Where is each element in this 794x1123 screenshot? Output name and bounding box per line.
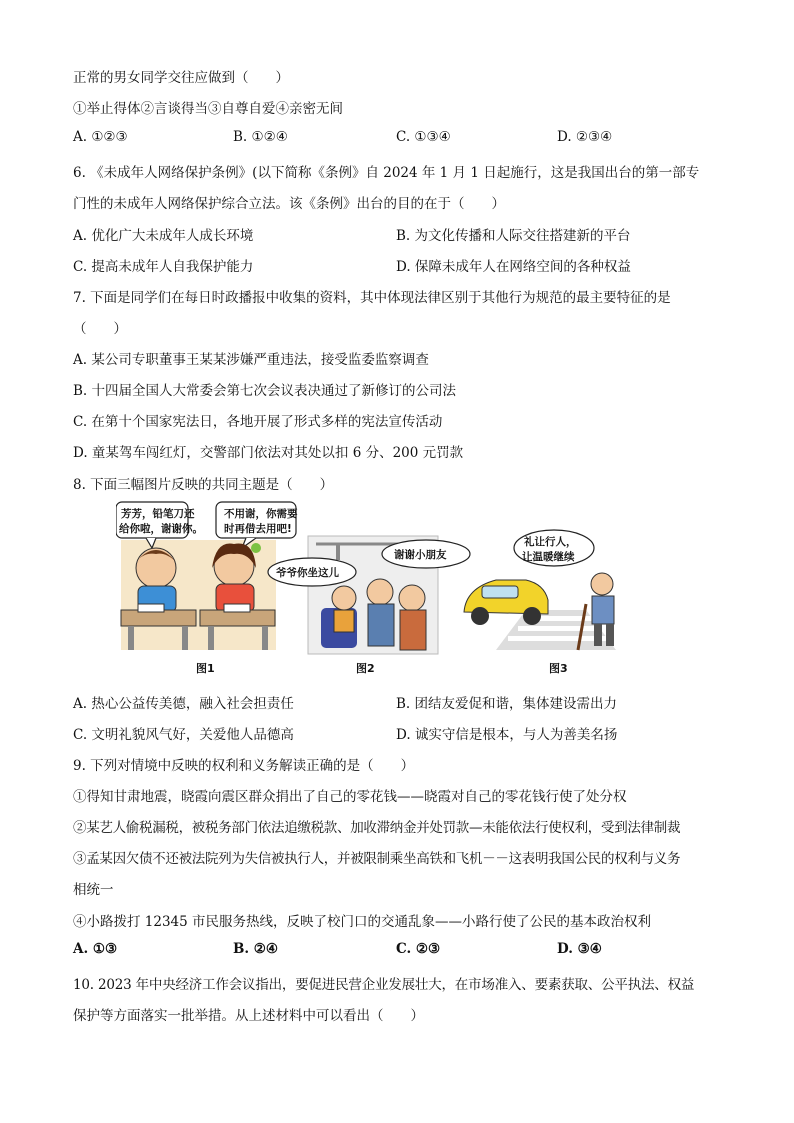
- q6-option-d: D. 保障未成年人在网络空间的各种权益: [396, 259, 631, 275]
- panel-3: [464, 530, 616, 650]
- q9-item-3-line2: 相统一: [73, 882, 114, 898]
- q6-stem-line1: 6. 《未成年人网络保护条例》(以下简称《条例》自 2024 年 1 月 1 日起施行，这是我国出台的第一部专: [73, 165, 700, 181]
- q9-option-d: D. ③④: [557, 941, 602, 957]
- q10-stem-line1: 10. 2023 年中央经济工作会议指出，要促进民营企业发展壮大，在市场准入、要素获取、公平执法、权益: [73, 977, 695, 993]
- bubble-1-line2: 给你啦，谢谢你。: [119, 523, 203, 535]
- q8-stem: 8. 下面三幅图片反映的共同主题是（ ）: [73, 477, 334, 493]
- q9-option-b: B. ②④: [233, 941, 279, 957]
- line-q5-stem: 正常的男女同学交往应做到（ ）: [73, 70, 289, 86]
- q5-option-b: B. ①②④: [233, 129, 288, 145]
- bubble-5-line1: 礼让行人，: [524, 536, 577, 548]
- q9-item-3-line1: ③孟某因欠债不还被法院列为失信被执行人，并被限制乘坐高铁和飞机－－这表明我国公民的权利与义务: [73, 851, 681, 867]
- bubble-2-line1: 不用谢，你需要: [224, 508, 298, 520]
- figure-caption-3: 图3: [549, 662, 568, 675]
- q6-option-c: C. 提高未成年人自我保护能力: [73, 259, 254, 275]
- q8-figure: [116, 500, 636, 675]
- q8-option-b: B. 团结友爱促和谐，集体建设需出力: [396, 696, 618, 712]
- q6-option-b: B. 为文化传播和人际交往搭建新的平台: [396, 228, 631, 244]
- q7-option-a: A. 某公司专职董事王某某涉嫌严重违法，接受监委监察调查: [73, 352, 429, 368]
- q9-option-a: A. ①③: [73, 941, 118, 957]
- q5-option-a: A. ①②③: [73, 129, 128, 145]
- figure-caption-2: 图2: [356, 662, 375, 675]
- q10-stem-line2: 保护等方面落实一批举措。从上述材料中可以看出（ ）: [73, 1008, 424, 1024]
- bubble-5-line2: 让温暖继续: [522, 551, 575, 563]
- panel-2: [268, 536, 470, 654]
- bubble-4: 谢谢小朋友: [394, 549, 447, 561]
- bubble-3: 爷爷你坐这儿: [276, 567, 339, 579]
- q8-option-c: C. 文明礼貌风气好，关爱他人品德高: [73, 727, 294, 743]
- q7-stem-line1: 7. 下面是同学们在每日时政播报中收集的资料，其中体现法律区别于其他行为规范的最主要特征的是: [73, 290, 671, 306]
- q9-item-4: ④小路拨打 12345 市民服务热线，反映了校门口的交通乱象——小路行使了公民的基本政治权利: [73, 914, 652, 930]
- q7-option-b: B. 十四届全国人大常委会第七次会议表决通过了新修订的公司法: [73, 383, 457, 399]
- q9-option-c: C. ②③: [396, 941, 441, 957]
- q8-figure-svg: [116, 500, 636, 675]
- bubble-2-line2: 时再借去用吧!: [224, 523, 292, 535]
- figure-caption-1: 图1: [196, 662, 215, 675]
- bubble-1-line1: 芳芳，铅笔刀还: [121, 508, 195, 520]
- q6-stem-line2: 门性的未成年人网络保护综合立法。该《条例》出台的目的在于（ ）: [73, 196, 505, 212]
- q9-item-1: ①得知甘肃地震，晓霞向震区群众捐出了自己的零花钱——晓霞对自己的零花钱行使了处分权: [73, 789, 627, 805]
- q8-option-a: A. 热心公益传美德，融入社会担责任: [73, 696, 294, 712]
- q5-option-d: D. ②③④: [557, 129, 613, 145]
- q7-option-c: C. 在第十个国家宪法日，各地开展了形式多样的宪法宣传活动: [73, 414, 443, 430]
- q6-option-a: A. 优化广大未成年人成长环境: [73, 228, 254, 244]
- q8-option-d: D. 诚实守信是根本，与人为善美名扬: [396, 727, 618, 743]
- line-q5-items: ①举止得体②言谈得当③自尊自爱④亲密无间: [73, 101, 343, 117]
- q7-option-d: D. 童某驾车闯红灯，交警部门依法对其处以扣 6 分、200 元罚款: [73, 445, 464, 461]
- q9-item-2: ②某艺人偷税漏税，被税务部门依法追缴税款、加收滞纳金并处罚款—未能依法行使权利，受到法律制裁: [73, 820, 681, 836]
- q7-stem-line2: （ ）: [73, 321, 127, 337]
- q9-stem: 9. 下列对情境中反映的权利和义务解读正确的是（ ）: [73, 758, 415, 774]
- q5-option-c: C. ①③④: [396, 129, 451, 145]
